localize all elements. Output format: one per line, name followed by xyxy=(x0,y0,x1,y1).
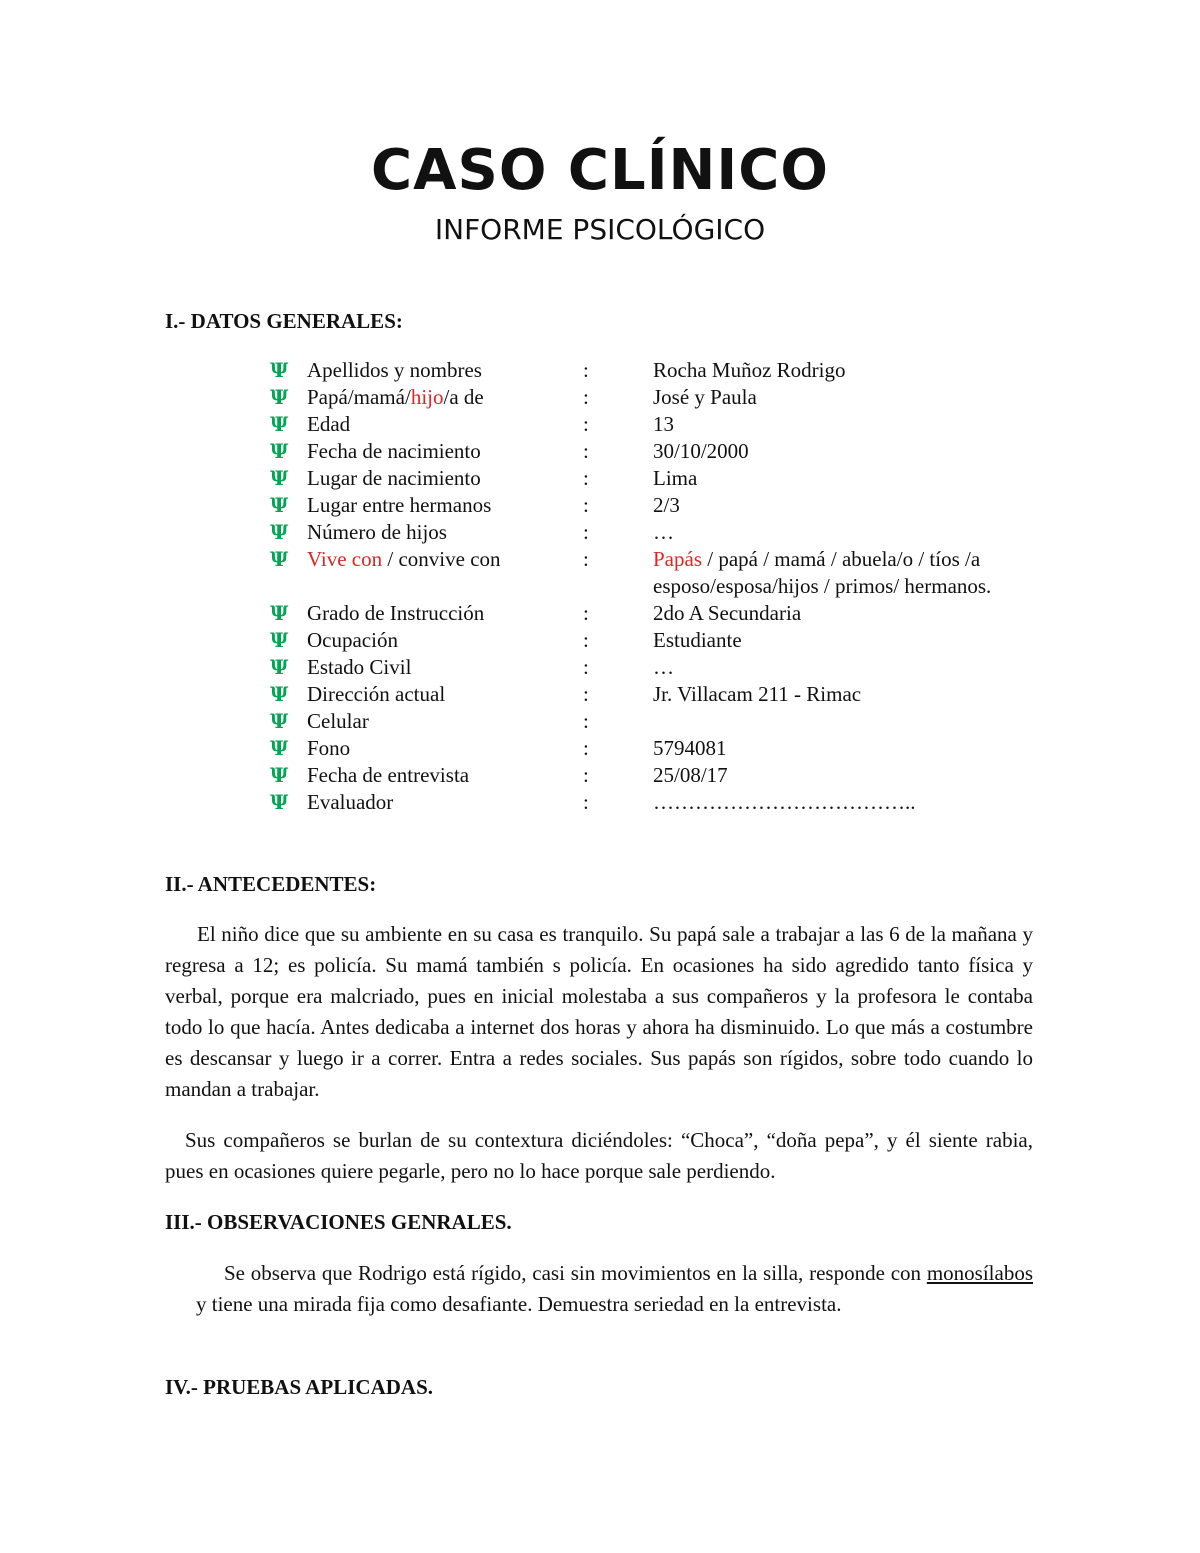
field-row-lugar-nacimiento xyxy=(270,465,1070,492)
psi-bullet-icon: Ψ xyxy=(270,412,289,436)
field-colon: : xyxy=(583,628,589,652)
psi-bullet-icon: Ψ xyxy=(270,709,289,733)
psi-bullet-icon: Ψ xyxy=(270,655,289,679)
field-value: … xyxy=(653,520,674,544)
psi-bullet-icon: Ψ xyxy=(270,682,289,706)
field-row-fecha-nacimiento xyxy=(270,438,1070,465)
section-heading-observaciones: III.- OBSERVACIONES GENRALES. xyxy=(165,1210,512,1234)
field-row-numero-hijos xyxy=(270,519,1070,546)
field-value: 13 xyxy=(653,412,674,436)
field-value: Estudiante xyxy=(653,628,742,652)
field-label: Vive con / convive con xyxy=(307,547,501,571)
field-value: José y Paula xyxy=(653,385,757,409)
field-colon: : xyxy=(583,358,589,382)
antecedentes-paragraph: Sus compañeros se burlan de su contextura diciéndoles: “Choca”, “doña pepa”, y él siente rabia, pues en ocasiones quiere pegarle, pero no lo hace porque sale perdiendo. xyxy=(165,1128,1033,1183)
underlined-term: monosílabos xyxy=(926,1261,1033,1285)
section-heading-datos-generales: I.- DATOS GENERALES: xyxy=(165,309,403,333)
field-colon: : xyxy=(583,385,589,409)
field-label: Fecha de nacimiento xyxy=(307,439,481,463)
psi-bullet-icon: Ψ xyxy=(270,547,289,571)
field-row-apellidos xyxy=(270,357,1070,384)
field-value: 2/3 xyxy=(653,493,680,517)
field-colon: : xyxy=(583,655,589,679)
section-heading-pruebas: IV.- PRUEBAS APLICADAS. xyxy=(165,1375,433,1399)
psi-bullet-icon: Ψ xyxy=(270,466,289,490)
psi-bullet-icon: Ψ xyxy=(270,493,289,517)
field-value: 2do A Secundaria xyxy=(653,601,802,625)
field-label: Edad xyxy=(307,412,351,436)
psi-bullet-icon: Ψ xyxy=(270,439,289,463)
field-label: Fecha de entrevista xyxy=(307,763,470,787)
document-subtitle: INFORME PSICOLÓGICO xyxy=(434,213,766,246)
psi-bullet-icon: Ψ xyxy=(270,358,289,382)
field-row-grado xyxy=(270,600,1070,627)
field-label: Lugar entre hermanos xyxy=(307,493,492,517)
field-row-evaluador xyxy=(270,789,1070,816)
field-label: Dirección actual xyxy=(307,682,446,706)
field-value: ……………………………….. xyxy=(653,790,916,814)
field-label: Fono xyxy=(307,736,351,760)
document-title: CASO CLÍNICO xyxy=(371,138,829,203)
field-colon: : xyxy=(583,682,589,706)
field-row-vive-con xyxy=(270,546,1070,600)
psi-bullet-icon: Ψ xyxy=(270,385,289,409)
field-row-fecha-entrevista xyxy=(270,762,1070,789)
field-label: Apellidos y nombres xyxy=(307,358,482,382)
field-colon: : xyxy=(583,493,589,517)
field-row-edad xyxy=(270,411,1070,438)
psi-bullet-icon: Ψ xyxy=(270,628,289,652)
field-label: Ocupación xyxy=(307,628,398,652)
field-value: Rocha Muñoz Rodrigo xyxy=(653,358,846,382)
field-colon: : xyxy=(583,547,589,571)
field-value: Jr. Villacam 211 - Rimac xyxy=(653,682,862,706)
antecedentes-paragraph: El niño dice que su ambiente en su casa es tranquilo. Su papá sale a trabajar a las 6 de la mañana y regresa a 12; es policía. Su mamá también s policía. En ocasiones ha sido agredido tanto física y verbal, porque era malcriado, pues en inicial molestaba a sus compañeros y la profesora le contaba todo lo que hacía. Antes dedicaba a internet dos horas y ahora ha disminuido. Lo que más a costumbre es descansar y luego ir a correr. Entra a redes sociales. Sus papás son rígidos, sobre todo cuando lo mandan a trabajar. xyxy=(165,922,1033,1101)
psi-bullet-icon: Ψ xyxy=(270,736,289,760)
psi-bullet-icon: Ψ xyxy=(270,790,289,814)
general-data-list xyxy=(270,357,1070,816)
field-row-celular xyxy=(270,708,1070,735)
field-value: 25/08/17 xyxy=(653,763,728,787)
field-row-direccion xyxy=(270,681,1070,708)
field-colon: : xyxy=(583,709,589,733)
field-label: Papá/mamá/hijo/a de xyxy=(307,385,484,409)
field-label: Estado Civil xyxy=(307,655,412,679)
psi-bullet-icon: Ψ xyxy=(270,763,289,787)
field-value: 30/10/2000 xyxy=(653,439,749,463)
field-label: Evaluador xyxy=(307,790,394,814)
highlighted-text: hijo xyxy=(410,385,444,409)
field-value: 5794081 xyxy=(653,736,727,760)
field-row-padres xyxy=(270,384,1070,411)
field-row-lugar-hermanos xyxy=(270,492,1070,519)
observaciones-paragraph: Se observa que Rodrigo está rígido, casi sin movimientos en la silla, responde con monosílabos y tiene una mirada fija como desafiante. Demuestra seriedad en la entrevista. xyxy=(196,1261,1033,1316)
field-colon: : xyxy=(583,736,589,760)
section-heading-antecedentes: II.- ANTECEDENTES: xyxy=(165,872,377,896)
field-colon: : xyxy=(583,466,589,490)
highlighted-text: Papás xyxy=(653,547,702,571)
field-row-fono xyxy=(270,735,1070,762)
field-colon: : xyxy=(583,439,589,463)
field-row-estado-civil xyxy=(270,654,1070,681)
field-row-ocupacion xyxy=(270,627,1070,654)
field-colon: : xyxy=(583,520,589,544)
field-colon: : xyxy=(583,790,589,814)
field-label: Lugar de nacimiento xyxy=(307,466,481,490)
field-value: Papás / papá / mamá / abuela/o / tíos /a esposo/esposa/hijos / primos/ hermanos. xyxy=(653,547,992,598)
psi-bullet-icon: Ψ xyxy=(270,601,289,625)
field-label: Número de hijos xyxy=(307,520,447,544)
field-label: Grado de Instrucción xyxy=(307,601,485,625)
field-label: Celular xyxy=(307,709,369,733)
field-colon: : xyxy=(583,763,589,787)
field-value: … xyxy=(653,655,674,679)
field-colon: : xyxy=(583,412,589,436)
highlighted-text: Vive con xyxy=(307,547,383,571)
field-colon: : xyxy=(583,601,589,625)
psi-bullet-icon: Ψ xyxy=(270,520,289,544)
field-value: Lima xyxy=(653,466,698,490)
